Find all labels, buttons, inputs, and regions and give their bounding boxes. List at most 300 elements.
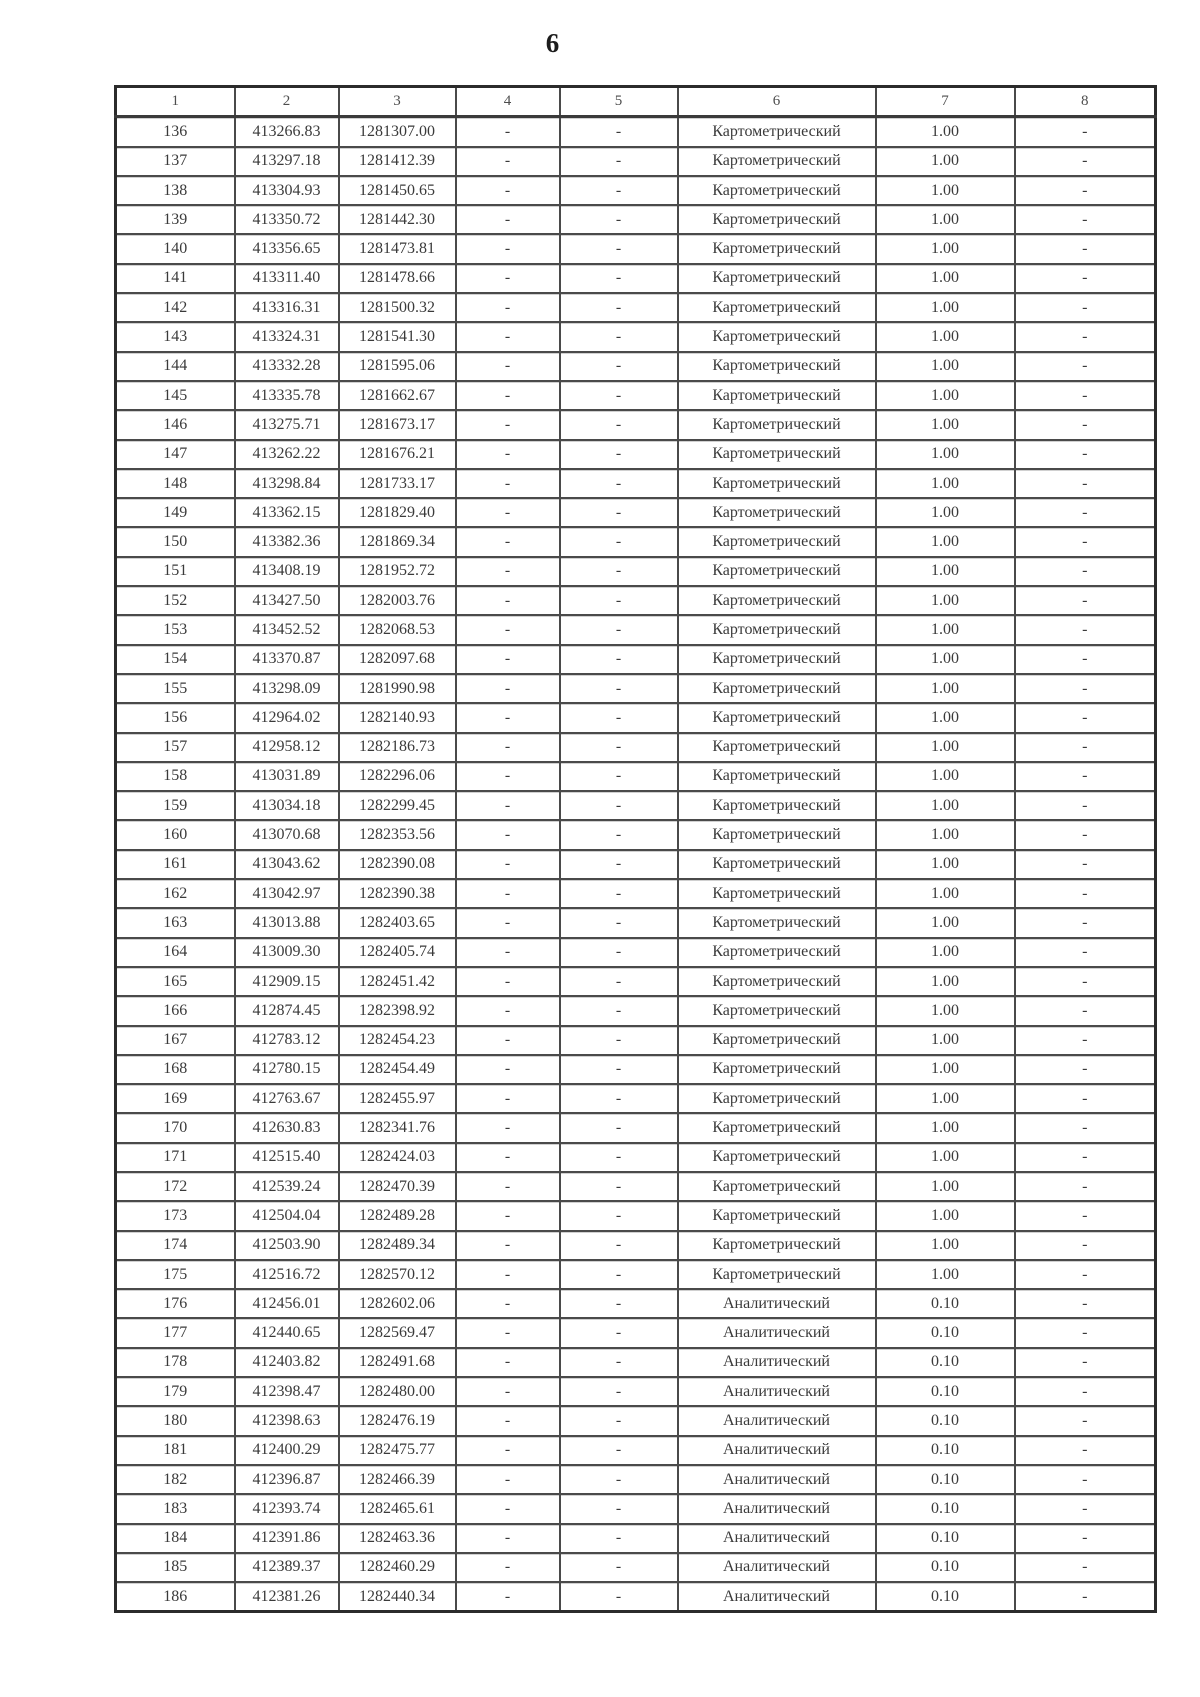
cell-coordinate-x: 412389.37 [235, 1553, 339, 1582]
cell-dash: - [560, 615, 678, 644]
table-row [116, 1406, 1156, 1435]
cell-dash: - [1015, 1406, 1156, 1435]
column-header-4: 4 [456, 87, 560, 117]
cell-dash: - [560, 908, 678, 937]
table-row [116, 1113, 1156, 1142]
cell-coordinate-y: 1281952.72 [339, 557, 456, 586]
cell-coordinate-y: 1282299.45 [339, 791, 456, 820]
cell-dash: - [1015, 1553, 1156, 1582]
cell-dash: - [560, 703, 678, 732]
cell-dash: - [456, 703, 560, 732]
cell-coordinate-x: 412396.87 [235, 1465, 339, 1494]
cell-coordinate-x: 412874.45 [235, 996, 339, 1025]
cell-dash: - [456, 498, 560, 527]
table-row [116, 762, 1156, 791]
cell-dash: - [456, 440, 560, 469]
cell-point-number: 170 [116, 1113, 235, 1142]
cell-coordinate-x: 413427.50 [235, 586, 339, 615]
cell-point-number: 175 [116, 1260, 235, 1289]
cell-dash: - [560, 352, 678, 381]
cell-point-number: 147 [116, 440, 235, 469]
cell-precision: 1.00 [876, 293, 1015, 322]
cell-precision: 1.00 [876, 410, 1015, 439]
cell-precision: 1.00 [876, 733, 1015, 762]
cell-method: Картометрический [678, 908, 876, 937]
cell-method: Картометрический [678, 762, 876, 791]
cell-dash: - [560, 820, 678, 849]
cell-coordinate-x: 413034.18 [235, 791, 339, 820]
table-row [116, 645, 1156, 674]
cell-dash: - [456, 791, 560, 820]
cell-precision: 1.00 [876, 1055, 1015, 1084]
table-row [116, 1201, 1156, 1230]
cell-point-number: 176 [116, 1289, 235, 1318]
cell-dash: - [560, 117, 678, 147]
table-row [116, 1318, 1156, 1347]
cell-dash: - [560, 1553, 678, 1582]
cell-coordinate-x: 413324.31 [235, 322, 339, 351]
cell-coordinate-x: 412504.04 [235, 1201, 339, 1230]
table-row [116, 440, 1156, 469]
cell-dash: - [456, 996, 560, 1025]
cell-coordinate-x: 413262.22 [235, 440, 339, 469]
cell-method: Картометрический [678, 440, 876, 469]
table-row [116, 1143, 1156, 1172]
cell-dash: - [1015, 147, 1156, 176]
cell-coordinate-y: 1282454.49 [339, 1055, 456, 1084]
cell-dash: - [560, 1084, 678, 1113]
cell-dash: - [456, 1026, 560, 1055]
cell-precision: 1.00 [876, 234, 1015, 263]
cell-method: Картометрический [678, 469, 876, 498]
cell-method: Аналитический [678, 1465, 876, 1494]
column-header-6: 6 [678, 87, 876, 117]
cell-precision: 1.00 [876, 1143, 1015, 1172]
cell-dash: - [1015, 322, 1156, 351]
cell-dash: - [1015, 1582, 1156, 1612]
cell-method: Картометрический [678, 820, 876, 849]
cell-coordinate-x: 412515.40 [235, 1143, 339, 1172]
cell-coordinate-y: 1282390.08 [339, 850, 456, 879]
table-row [116, 1084, 1156, 1113]
column-header-3: 3 [339, 87, 456, 117]
cell-coordinate-x: 413298.84 [235, 469, 339, 498]
cell-coordinate-x: 412783.12 [235, 1026, 339, 1055]
table-row [116, 1582, 1156, 1612]
table-row [116, 557, 1156, 586]
table-row [116, 850, 1156, 879]
cell-coordinate-x: 412503.90 [235, 1231, 339, 1260]
cell-precision: 1.00 [876, 1231, 1015, 1260]
cell-dash: - [1015, 1524, 1156, 1553]
cell-dash: - [560, 410, 678, 439]
cell-dash: - [456, 967, 560, 996]
cell-coordinate-y: 1281500.32 [339, 293, 456, 322]
cell-dash: - [560, 381, 678, 410]
cell-coordinate-y: 1282440.34 [339, 1582, 456, 1612]
cell-dash: - [456, 1348, 560, 1377]
table-row [116, 1026, 1156, 1055]
cell-dash: - [1015, 1377, 1156, 1406]
cell-point-number: 143 [116, 322, 235, 351]
cell-method: Картометрический [678, 293, 876, 322]
cell-coordinate-x: 413009.30 [235, 938, 339, 967]
cell-dash: - [1015, 1026, 1156, 1055]
cell-dash: - [456, 762, 560, 791]
table-row [116, 147, 1156, 176]
table-row [116, 410, 1156, 439]
table-row [116, 469, 1156, 498]
cell-coordinate-y: 1282570.12 [339, 1260, 456, 1289]
table-row [116, 1524, 1156, 1553]
cell-coordinate-x: 413370.87 [235, 645, 339, 674]
cell-method: Картометрический [678, 176, 876, 205]
cell-method: Картометрический [678, 322, 876, 351]
cell-point-number: 174 [116, 1231, 235, 1260]
cell-precision: 1.00 [876, 674, 1015, 703]
cell-precision: 1.00 [876, 908, 1015, 937]
cell-point-number: 169 [116, 1084, 235, 1113]
cell-method: Картометрический [678, 557, 876, 586]
cell-coordinate-y: 1282454.23 [339, 1026, 456, 1055]
cell-coordinate-x: 412516.72 [235, 1260, 339, 1289]
cell-coordinate-y: 1282003.76 [339, 586, 456, 615]
cell-coordinate-x: 412398.63 [235, 1406, 339, 1435]
cell-coordinate-y: 1281829.40 [339, 498, 456, 527]
cell-dash: - [1015, 264, 1156, 293]
cell-point-number: 161 [116, 850, 235, 879]
cell-coordinate-y: 1282353.56 [339, 820, 456, 849]
cell-coordinate-y: 1282489.28 [339, 1201, 456, 1230]
cell-dash: - [560, 1465, 678, 1494]
cell-coordinate-x: 413311.40 [235, 264, 339, 293]
cell-method: Картометрический [678, 615, 876, 644]
cell-method: Картометрический [678, 586, 876, 615]
cell-point-number: 183 [116, 1494, 235, 1523]
cell-coordinate-x: 413297.18 [235, 147, 339, 176]
cell-dash: - [560, 1055, 678, 1084]
cell-precision: 1.00 [876, 586, 1015, 615]
cell-dash: - [456, 733, 560, 762]
cell-precision: 0.10 [876, 1494, 1015, 1523]
cell-dash: - [560, 469, 678, 498]
cell-point-number: 179 [116, 1377, 235, 1406]
cell-point-number: 140 [116, 234, 235, 263]
cell-point-number: 137 [116, 147, 235, 176]
cell-dash: - [456, 1172, 560, 1201]
cell-dash: - [456, 527, 560, 556]
table-row [116, 264, 1156, 293]
cell-point-number: 160 [116, 820, 235, 849]
cell-dash: - [1015, 176, 1156, 205]
cell-method: Картометрический [678, 1084, 876, 1113]
cell-dash: - [560, 791, 678, 820]
cell-coordinate-y: 1281450.65 [339, 176, 456, 205]
cell-coordinate-y: 1282569.47 [339, 1318, 456, 1347]
cell-dash: - [1015, 117, 1156, 147]
cell-method: Картометрический [678, 1260, 876, 1289]
cell-point-number: 152 [116, 586, 235, 615]
cell-method: Картометрический [678, 645, 876, 674]
cell-coordinate-x: 413316.31 [235, 293, 339, 322]
cell-coordinate-y: 1282405.74 [339, 938, 456, 967]
cell-coordinate-x: 413042.97 [235, 879, 339, 908]
cell-point-number: 172 [116, 1172, 235, 1201]
column-header-2: 2 [235, 87, 339, 117]
cell-dash: - [1015, 1465, 1156, 1494]
cell-precision: 1.00 [876, 527, 1015, 556]
cell-point-number: 148 [116, 469, 235, 498]
cell-dash: - [560, 645, 678, 674]
cell-point-number: 182 [116, 1465, 235, 1494]
cell-dash: - [560, 1524, 678, 1553]
table-row [116, 176, 1156, 205]
cell-coordinate-x: 413356.65 [235, 234, 339, 263]
cell-point-number: 159 [116, 791, 235, 820]
cell-coordinate-x: 412440.65 [235, 1318, 339, 1347]
cell-dash: - [1015, 615, 1156, 644]
cell-point-number: 153 [116, 615, 235, 644]
cell-point-number: 177 [116, 1318, 235, 1347]
cell-coordinate-y: 1282602.06 [339, 1289, 456, 1318]
cell-dash: - [560, 264, 678, 293]
cell-coordinate-y: 1282186.73 [339, 733, 456, 762]
cell-coordinate-y: 1282475.77 [339, 1436, 456, 1465]
cell-dash: - [1015, 762, 1156, 791]
cell-dash: - [560, 1026, 678, 1055]
cell-dash: - [560, 1260, 678, 1289]
table-row [116, 1231, 1156, 1260]
cell-precision: 1.00 [876, 498, 1015, 527]
cell-dash: - [560, 234, 678, 263]
cell-dash: - [560, 176, 678, 205]
cell-dash: - [456, 1289, 560, 1318]
table-row [116, 967, 1156, 996]
cell-coordinate-y: 1282476.19 [339, 1406, 456, 1435]
cell-precision: 1.00 [876, 703, 1015, 732]
cell-method: Аналитический [678, 1406, 876, 1435]
cell-point-number: 178 [116, 1348, 235, 1377]
table-row [116, 879, 1156, 908]
cell-method: Картометрический [678, 967, 876, 996]
cell-dash: - [456, 879, 560, 908]
cell-coordinate-y: 1282466.39 [339, 1465, 456, 1494]
cell-dash: - [1015, 1113, 1156, 1142]
cell-dash: - [560, 1289, 678, 1318]
cell-coordinate-y: 1281662.67 [339, 381, 456, 410]
cell-dash: - [456, 205, 560, 234]
cell-dash: - [1015, 703, 1156, 732]
cell-coordinate-y: 1282296.06 [339, 762, 456, 791]
cell-coordinate-y: 1282480.00 [339, 1377, 456, 1406]
cell-point-number: 150 [116, 527, 235, 556]
cell-method: Аналитический [678, 1318, 876, 1347]
cell-dash: - [1015, 879, 1156, 908]
cell-precision: 1.00 [876, 147, 1015, 176]
cell-dash: - [1015, 733, 1156, 762]
table-row [116, 1553, 1156, 1582]
cell-method: Картометрический [678, 1201, 876, 1230]
cell-coordinate-x: 412400.29 [235, 1436, 339, 1465]
cell-dash: - [456, 586, 560, 615]
table-row [116, 1436, 1156, 1465]
cell-coordinate-x: 412958.12 [235, 733, 339, 762]
coordinates-table [114, 85, 1157, 1613]
cell-coordinate-x: 413070.68 [235, 820, 339, 849]
cell-coordinate-y: 1282455.97 [339, 1084, 456, 1113]
cell-method: Аналитический [678, 1582, 876, 1612]
cell-dash: - [456, 1113, 560, 1142]
cell-method: Аналитический [678, 1348, 876, 1377]
cell-dash: - [1015, 234, 1156, 263]
cell-coordinate-x: 413408.19 [235, 557, 339, 586]
cell-coordinate-x: 412456.01 [235, 1289, 339, 1318]
cell-point-number: 139 [116, 205, 235, 234]
cell-dash: - [1015, 1348, 1156, 1377]
cell-dash: - [1015, 1055, 1156, 1084]
cell-precision: 0.10 [876, 1465, 1015, 1494]
cell-coordinate-x: 412391.86 [235, 1524, 339, 1553]
cell-dash: - [1015, 1318, 1156, 1347]
cell-coordinate-y: 1281676.21 [339, 440, 456, 469]
cell-coordinate-x: 413362.15 [235, 498, 339, 527]
table-row [116, 1260, 1156, 1289]
cell-coordinate-y: 1281990.98 [339, 674, 456, 703]
cell-coordinate-x: 412630.83 [235, 1113, 339, 1142]
cell-dash: - [456, 645, 560, 674]
cell-dash: - [560, 674, 678, 703]
cell-dash: - [1015, 938, 1156, 967]
table-row [116, 322, 1156, 351]
cell-precision: 1.00 [876, 1201, 1015, 1230]
cell-method: Картометрический [678, 527, 876, 556]
cell-coordinate-y: 1281442.30 [339, 205, 456, 234]
cell-dash: - [1015, 1436, 1156, 1465]
cell-point-number: 162 [116, 879, 235, 908]
cell-method: Картометрический [678, 1026, 876, 1055]
cell-dash: - [1015, 1494, 1156, 1523]
cell-coordinate-y: 1281869.34 [339, 527, 456, 556]
cell-coordinate-x: 413013.88 [235, 908, 339, 937]
cell-precision: 1.00 [876, 791, 1015, 820]
cell-dash: - [1015, 674, 1156, 703]
cell-dash: - [456, 234, 560, 263]
cell-precision: 0.10 [876, 1524, 1015, 1553]
cell-dash: - [1015, 557, 1156, 586]
cell-coordinate-y: 1281307.00 [339, 117, 456, 147]
table-row [116, 527, 1156, 556]
cell-method: Картометрический [678, 791, 876, 820]
cell-dash: - [456, 352, 560, 381]
cell-point-number: 165 [116, 967, 235, 996]
cell-dash: - [560, 1348, 678, 1377]
cell-coordinate-x: 413304.93 [235, 176, 339, 205]
cell-coordinate-y: 1282465.61 [339, 1494, 456, 1523]
cell-coordinate-y: 1282463.36 [339, 1524, 456, 1553]
cell-dash: - [1015, 1143, 1156, 1172]
cell-method: Аналитический [678, 1377, 876, 1406]
cell-precision: 1.00 [876, 205, 1015, 234]
column-header-7: 7 [876, 87, 1015, 117]
cell-precision: 1.00 [876, 440, 1015, 469]
cell-coordinate-x: 413275.71 [235, 410, 339, 439]
cell-coordinate-x: 412403.82 [235, 1348, 339, 1377]
cell-point-number: 184 [116, 1524, 235, 1553]
cell-coordinate-x: 412780.15 [235, 1055, 339, 1084]
cell-dash: - [456, 820, 560, 849]
cell-dash: - [456, 615, 560, 644]
cell-precision: 1.00 [876, 381, 1015, 410]
cell-precision: 0.10 [876, 1318, 1015, 1347]
cell-dash: - [560, 147, 678, 176]
cell-point-number: 171 [116, 1143, 235, 1172]
cell-dash: - [560, 1143, 678, 1172]
table-row [116, 352, 1156, 381]
cell-point-number: 142 [116, 293, 235, 322]
cell-coordinate-y: 1282489.34 [339, 1231, 456, 1260]
column-header-1: 1 [116, 87, 235, 117]
cell-dash: - [1015, 498, 1156, 527]
table-row [116, 938, 1156, 967]
table-row [116, 586, 1156, 615]
cell-dash: - [560, 967, 678, 996]
cell-method: Картометрический [678, 733, 876, 762]
cell-dash: - [456, 1494, 560, 1523]
cell-dash: - [1015, 1201, 1156, 1230]
cell-dash: - [1015, 1084, 1156, 1113]
table-row [116, 234, 1156, 263]
cell-dash: - [456, 1465, 560, 1494]
cell-dash: - [456, 1436, 560, 1465]
cell-coordinate-y: 1282491.68 [339, 1348, 456, 1377]
cell-dash: - [560, 996, 678, 1025]
cell-point-number: 185 [116, 1553, 235, 1582]
cell-coordinate-x: 413335.78 [235, 381, 339, 410]
cell-coordinate-y: 1281673.17 [339, 410, 456, 439]
cell-point-number: 157 [116, 733, 235, 762]
cell-dash: - [1015, 1231, 1156, 1260]
cell-precision: 1.00 [876, 176, 1015, 205]
table-row [116, 996, 1156, 1025]
cell-dash: - [560, 1494, 678, 1523]
cell-dash: - [456, 1524, 560, 1553]
cell-coordinate-y: 1282460.29 [339, 1553, 456, 1582]
cell-dash: - [560, 1231, 678, 1260]
cell-coordinate-x: 413043.62 [235, 850, 339, 879]
cell-precision: 1.00 [876, 820, 1015, 849]
cell-precision: 1.00 [876, 967, 1015, 996]
cell-method: Аналитический [678, 1436, 876, 1465]
cell-dash: - [456, 1055, 560, 1084]
cell-dash: - [456, 908, 560, 937]
cell-precision: 1.00 [876, 1260, 1015, 1289]
cell-point-number: 158 [116, 762, 235, 791]
cell-point-number: 155 [116, 674, 235, 703]
cell-coordinate-x: 412539.24 [235, 1172, 339, 1201]
cell-dash: - [456, 410, 560, 439]
cell-dash: - [560, 850, 678, 879]
cell-dash: - [560, 1201, 678, 1230]
cell-precision: 1.00 [876, 1084, 1015, 1113]
cell-coordinate-y: 1282068.53 [339, 615, 456, 644]
cell-method: Картометрический [678, 205, 876, 234]
cell-coordinate-x: 412964.02 [235, 703, 339, 732]
cell-dash: - [456, 322, 560, 351]
cell-precision: 1.00 [876, 1113, 1015, 1142]
table-row [116, 1494, 1156, 1523]
cell-dash: - [1015, 469, 1156, 498]
cell-dash: - [560, 205, 678, 234]
